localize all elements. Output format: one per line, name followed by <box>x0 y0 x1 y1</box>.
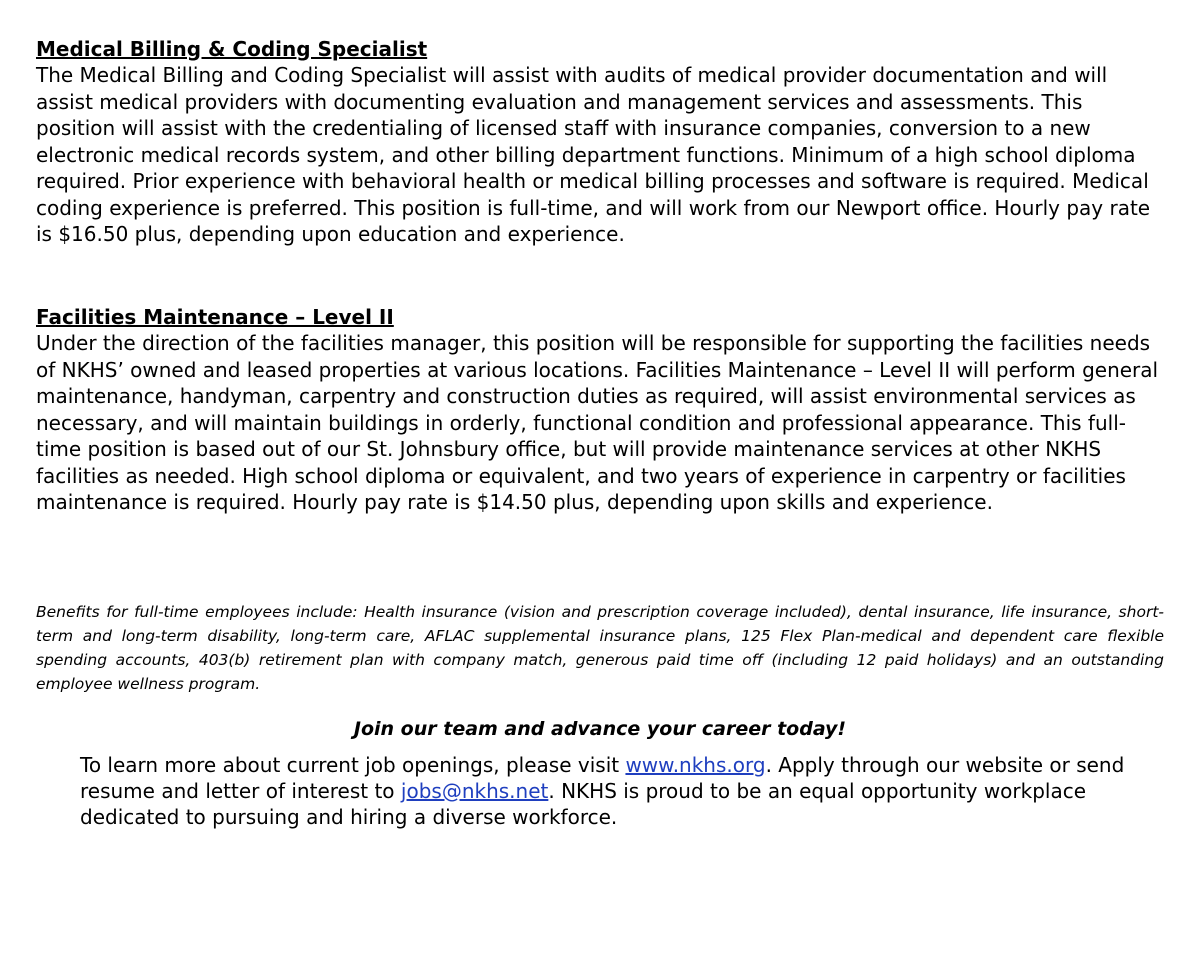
website-link[interactable]: www.nkhs.org <box>625 753 766 777</box>
apply-text-closing: . NKHS is proud to be an equal opportunity workplace dedicated to pursuing and hiring a diverse workforce. <box>80 779 1087 829</box>
apply-text-intro: To learn more about current job openings, please visit <box>80 753 626 777</box>
job-description: The Medical Billing and Coding Specialist will assist with audits of medical provider documentation and will assist medical providers with documenting evaluation and management services and assessments. This position will assist with the credentialing of licensed staff with insurance companies, conversion to a new electronic medical records system, and other billing department functions. Minimum of a high school diploma required. Prior experience with behavioral health or medical billing processes and software is required. Medical coding experience is preferred. This position is full-time, and will work from our Newport office. Hourly pay rate is $16.50 plus, depending upon education and experience. <box>36 63 1151 246</box>
apply-text-middle: . Apply through our website or send resume and letter of interest to <box>80 753 1125 803</box>
job-title: Facilities Maintenance – Level II <box>36 305 394 329</box>
job-posting-facilities-maintenance <box>36 304 1166 516</box>
job-description: Under the direction of the facilities manager, this position will be responsible for supporting the facilities needs of NKHS’ owned and leased properties at various locations. Facilities Maintenance – Level II will perform general maintenance, handyman, carpentry and construction duties as required, will assist environmental services as necessary, and will maintain buildings in orderly, functional condition and professional appearance. This full-time position is based out of our St. Johnsbury office, but will provide maintenance services at other NKHS facilities as needed. High school diploma or equivalent, and two years of experience in carpentry or facilities maintenance is required. Hourly pay rate is $14.50 plus, depending upon skills and experience. <box>36 331 1159 514</box>
benefits-paragraph: Benefits for full-time employees include: Health insurance (vision and prescription coverage included), dental insurance, life insurance, short-term and long-term disability, long-term care, AFLAC supplemental insurance plans, 125 Flex Plan-medical and dependent care flexible spending accounts, 403(b) retirement plan with company match, generous paid time off (including 12 paid holidays) and an outstanding employee wellness program. <box>36 603 1164 693</box>
email-link[interactable]: jobs@nkhs.net <box>400 779 549 803</box>
call-to-action: Join our team and advance your career today! <box>353 718 847 740</box>
apply-paragraph <box>80 752 1170 830</box>
job-posting-medical-billing <box>36 36 1166 248</box>
job-title: Medical Billing & Coding Specialist <box>36 37 428 61</box>
